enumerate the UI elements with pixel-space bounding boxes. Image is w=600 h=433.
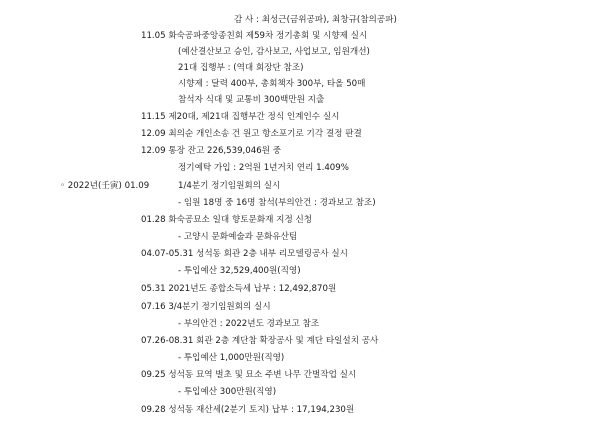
entry-1105-expense: 참석자 식대 및 교통비 300백만원 지출 xyxy=(178,95,325,105)
entry-0925-mowing: 09.25 성석동 묘역 벌초 및 묘소 주변 나무 간벌작업 실시 xyxy=(141,370,357,380)
entry-1105-general-meeting: 11.05 화숙공파중앙종친회 제59차 정기총회 및 시향제 실시 xyxy=(141,31,368,41)
entry-1105-agenda: (예산결산보고 승인, 감사보고, 사업보고, 임원개선) xyxy=(178,47,370,57)
entry-0928-property-tax: 09.28 성석동 재산세(2분기 토지) 납부 : 17,194,230원 xyxy=(141,405,355,415)
entry-0109-attendance: - 임원 18명 중 16명 참석(부의안건 : 경과보고 참조) xyxy=(178,198,376,208)
entry-0128-department: - 고양시 문화예술과 문화유산팀 xyxy=(178,232,298,242)
entry-0726-stair-work: 07.26-08.31 회관 2층 계단참 확장공사 및 계단 타일설치 공사 xyxy=(141,336,379,346)
entry-1115-handover: 11.15 제20대, 제21대 집행부간 정식 인계인수 실시 xyxy=(141,112,340,122)
entry-0128-heritage: 01.28 화숙공묘소 일대 향토문화재 지정 신청 xyxy=(141,215,313,225)
entry-1105-ceremony: 시향제 : 달력 400부, 총회책자 300부, 타올 50매 xyxy=(178,79,366,89)
entry-0531-tax: 05.31 2021년도 종합소득세 납부 : 12,492,870원 xyxy=(141,284,337,294)
entry-1105-executive: 21대 집행부 : (역대 회장단 참조) xyxy=(178,63,304,73)
entry-1209-deposit: 정기예탁 가입 : 2억원 1년거치 연리 1.409% xyxy=(178,163,349,173)
entry-1209-balance: 12.09 통장 잔고 226,539,046원 중 xyxy=(141,146,282,156)
entry-0716-agenda: - 부의안건 : 2022년도 경과보고 참조 xyxy=(178,319,320,329)
entry-1209-lawsuit: 12.09 최의순 개인소송 건 원고 항소포기로 기각 결정 판결 xyxy=(141,129,362,139)
year-2022-heading: ◦ 2022년(壬寅) 01.09 xyxy=(60,181,150,191)
auditor-line: 감 사 : 최성근(금위공파), 최창규(참의공파) xyxy=(234,15,397,25)
entry-0407-budget: - 투입예산 32,529,400원(직영) xyxy=(178,266,301,276)
entry-0109-meeting: 1/4분기 정기임원회의 실시 xyxy=(178,181,281,191)
entry-0716-meeting: 07.16 3/4분기 정기임원회의 실시 xyxy=(141,302,271,312)
entry-0925-budget: - 투입예산 300만원(직영) xyxy=(178,387,277,397)
entry-0407-remodel: 04.07-05.31 성석동 회관 2층 내부 리모델링공사 실시 xyxy=(141,249,348,259)
entry-0726-budget: - 투입예산 1,000만원(직영) xyxy=(178,353,285,363)
